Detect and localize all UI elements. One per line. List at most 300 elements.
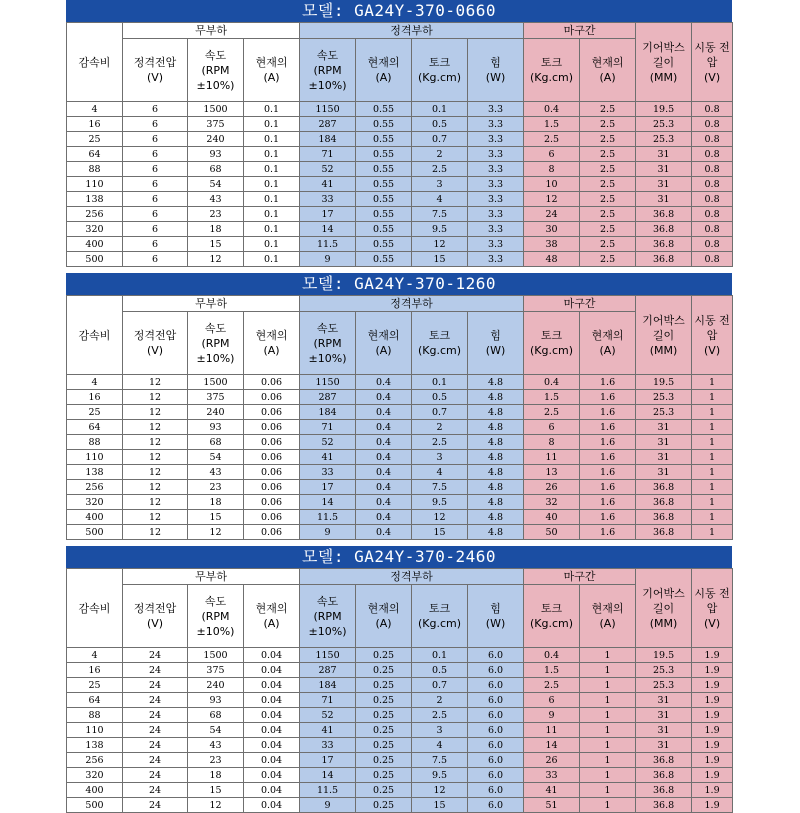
rated-torque-cell: 9.5 [412, 222, 468, 237]
header-line: 현재의 [591, 602, 624, 615]
rated-current-cell: 0.4 [356, 390, 412, 405]
header-line: (V) [146, 617, 164, 630]
stall-current-cell: 2.5 [580, 222, 636, 237]
header-line: 토크 [428, 602, 451, 615]
rated-voltage-cell: 6 [123, 252, 188, 267]
start-voltage-cell: 1.9 [692, 798, 733, 813]
rated-torque-cell: 0.1 [412, 375, 468, 390]
no-load-speed-cell: 54 [188, 177, 244, 192]
stall-current-cell: 1.6 [580, 405, 636, 420]
table-row [67, 465, 733, 480]
no-load-speed-cell: 1500 [188, 375, 244, 390]
stall-torque-cell: 33 [524, 768, 580, 783]
rated-voltage-cell: 24 [123, 783, 188, 798]
ratio-cell: 500 [67, 525, 123, 540]
no-load-current-cell: 0.04 [244, 663, 300, 678]
header-line: (A) [375, 71, 392, 84]
no-load-current-cell: 0.04 [244, 798, 300, 813]
rated-current-cell: 0.4 [356, 480, 412, 495]
stall-torque-cell: 2.5 [524, 678, 580, 693]
ratio-cell: 256 [67, 480, 123, 495]
stall-current-cell: 1 [580, 708, 636, 723]
start-voltage-cell: 1.9 [692, 678, 733, 693]
start-voltage-cell: 1 [692, 450, 733, 465]
rated-speed-cell: 1150 [300, 648, 356, 663]
start-voltage-cell: 1.9 [692, 783, 733, 798]
stall-current-cell: 1 [580, 753, 636, 768]
model-title: 모델: GA24Y-370-1260 [66, 273, 732, 295]
torque-header [412, 39, 468, 102]
rated-torque-cell: 0.5 [412, 390, 468, 405]
header-line: 길이 [652, 55, 675, 69]
header-line: (MM) [649, 616, 678, 630]
ratio-cell: 110 [67, 723, 123, 738]
header-line: 정격전압 [133, 602, 177, 615]
rated-power-cell: 6.0 [468, 768, 524, 783]
no-load-speed-cell: 54 [188, 723, 244, 738]
no-load-speed-cell: 375 [188, 117, 244, 132]
no-load-speed-cell: 68 [188, 435, 244, 450]
no-load-speed-cell: 43 [188, 192, 244, 207]
header-line: (A) [263, 344, 280, 357]
stall-current-cell: 2.5 [580, 147, 636, 162]
header-line: ±10%) [308, 351, 347, 365]
rated-load-header: 정격부하 [300, 569, 524, 585]
rated-speed-cell: 52 [300, 435, 356, 450]
current-header [356, 312, 412, 375]
rated-speed-cell: 17 [300, 753, 356, 768]
stall-torque-cell: 26 [524, 480, 580, 495]
rated-speed-cell: 52 [300, 162, 356, 177]
header-line: (RPM [313, 609, 342, 623]
header-line: 시동 전압 [694, 40, 730, 69]
stall-torque-cell: 24 [524, 207, 580, 222]
rated-voltage-cell: 6 [123, 192, 188, 207]
stall-current-cell: 1 [580, 648, 636, 663]
torque-header [412, 585, 468, 648]
rated-current-cell: 0.55 [356, 117, 412, 132]
header-line: 현재의 [591, 56, 624, 69]
ratio-cell: 25 [67, 405, 123, 420]
rated-voltage-cell: 12 [123, 375, 188, 390]
ratio-cell: 400 [67, 237, 123, 252]
rated-current-cell: 0.25 [356, 708, 412, 723]
stall-current-cell: 2.5 [580, 237, 636, 252]
start-voltage-cell: 1.9 [692, 738, 733, 753]
rated-current-cell: 0.55 [356, 237, 412, 252]
table-row [67, 708, 733, 723]
header-line: (A) [263, 617, 280, 630]
rated-speed-cell: 9 [300, 798, 356, 813]
ratio-cell: 138 [67, 465, 123, 480]
ratio-cell: 500 [67, 798, 123, 813]
rated-speed-cell: 71 [300, 147, 356, 162]
start-voltage-header [692, 569, 733, 648]
no-load-current-cell: 0.06 [244, 480, 300, 495]
rated-current-cell: 0.4 [356, 495, 412, 510]
speed-header [300, 312, 356, 375]
header-line: (RPM [201, 63, 230, 77]
table-row [67, 753, 733, 768]
no-load-current-cell: 0.04 [244, 708, 300, 723]
start-voltage-cell: 1 [692, 525, 733, 540]
no-load-speed-cell: 15 [188, 510, 244, 525]
ratio-cell: 500 [67, 252, 123, 267]
no-load-speed-cell: 15 [188, 783, 244, 798]
table-row [67, 132, 733, 147]
header-line: (RPM [201, 336, 230, 350]
current-header [580, 585, 636, 648]
header-line: ±10%) [196, 624, 235, 638]
stall-torque-cell: 11 [524, 723, 580, 738]
gearbox-length-cell: 36.8 [636, 207, 692, 222]
no-load-current-cell: 0.1 [244, 207, 300, 222]
rated-power-cell: 6.0 [468, 678, 524, 693]
gearbox-length-cell: 36.8 [636, 222, 692, 237]
header-line: (W) [485, 344, 506, 357]
rated-power-cell: 4.8 [468, 390, 524, 405]
rated-current-cell: 0.25 [356, 723, 412, 738]
no-load-speed-cell: 12 [188, 252, 244, 267]
speed-header [188, 39, 244, 102]
start-voltage-cell: 1 [692, 465, 733, 480]
stall-current-cell: 1 [580, 738, 636, 753]
ratio-cell: 16 [67, 117, 123, 132]
gearbox-length-cell: 19.5 [636, 375, 692, 390]
current-header [580, 312, 636, 375]
stall-current-cell: 1.6 [580, 450, 636, 465]
no-load-speed-cell: 23 [188, 480, 244, 495]
rated-current-cell: 0.25 [356, 693, 412, 708]
table-row [67, 450, 733, 465]
no-load-current-cell: 0.04 [244, 783, 300, 798]
header-line: 힘 [490, 329, 501, 342]
rated-power-cell: 3.3 [468, 192, 524, 207]
no-load-current-cell: 0.1 [244, 222, 300, 237]
no-load-speed-cell: 12 [188, 525, 244, 540]
no-load-current-cell: 0.06 [244, 450, 300, 465]
ratio-cell: 256 [67, 207, 123, 222]
model-title: 모델: GA24Y-370-0660 [66, 0, 732, 22]
header-line: (Kg.cm) [418, 71, 462, 84]
table-row [67, 510, 733, 525]
rated-voltage-cell: 6 [123, 132, 188, 147]
no-load-current-cell: 0.04 [244, 768, 300, 783]
no-load-speed-cell: 68 [188, 708, 244, 723]
no-load-current-cell: 0.1 [244, 177, 300, 192]
rated-torque-cell: 3 [412, 450, 468, 465]
rated-voltage-cell: 24 [123, 723, 188, 738]
ratio-cell: 320 [67, 495, 123, 510]
rated-current-cell: 0.55 [356, 222, 412, 237]
header-line: (W) [485, 71, 506, 84]
rated-power-cell: 6.0 [468, 753, 524, 768]
ratio-cell: 64 [67, 420, 123, 435]
rated-speed-cell: 17 [300, 480, 356, 495]
header-line: 힘 [490, 602, 501, 615]
rated-current-cell: 0.4 [356, 525, 412, 540]
stall-current-cell: 1.6 [580, 495, 636, 510]
ratio-cell: 320 [67, 222, 123, 237]
no-load-current-cell: 0.06 [244, 420, 300, 435]
rated-voltage-cell: 6 [123, 222, 188, 237]
rated-load-header: 정격부하 [300, 296, 524, 312]
no-load-speed-cell: 18 [188, 495, 244, 510]
rated-power-cell: 3.3 [468, 207, 524, 222]
ratio-cell: 88 [67, 162, 123, 177]
header-row [67, 569, 733, 585]
stall-current-cell: 2.5 [580, 252, 636, 267]
rated-power-cell: 3.3 [468, 222, 524, 237]
rated-torque-cell: 0.1 [412, 102, 468, 117]
rated-speed-cell: 11.5 [300, 237, 356, 252]
rated-power-cell: 3.3 [468, 252, 524, 267]
rated-voltage-cell: 12 [123, 435, 188, 450]
rated-current-cell: 0.4 [356, 465, 412, 480]
no-load-header: 무부하 [123, 296, 300, 312]
table-row [67, 390, 733, 405]
header-line: (V) [704, 616, 721, 630]
ratio-cell: 110 [67, 450, 123, 465]
rated-speed-cell: 14 [300, 768, 356, 783]
rated-speed-cell: 41 [300, 177, 356, 192]
no-load-speed-cell: 240 [188, 405, 244, 420]
table-row [67, 117, 733, 132]
no-load-speed-cell: 23 [188, 753, 244, 768]
rated-torque-cell: 3 [412, 177, 468, 192]
start-voltage-cell: 1 [692, 495, 733, 510]
gearbox-length-cell: 25.3 [636, 390, 692, 405]
rated-voltage-cell: 12 [123, 420, 188, 435]
rated-voltage-cell: 6 [123, 117, 188, 132]
gearbox-length-cell: 31 [636, 177, 692, 192]
header-line: (Kg.cm) [418, 617, 462, 630]
start-voltage-cell: 0.8 [692, 237, 733, 252]
ratio-cell: 110 [67, 177, 123, 192]
header-line: ±10%) [308, 78, 347, 92]
rated-power-cell: 4.8 [468, 435, 524, 450]
table-row [67, 495, 733, 510]
current-header [244, 39, 300, 102]
no-load-speed-cell: 43 [188, 738, 244, 753]
header-line: 시동 전압 [694, 586, 730, 615]
rated-power-cell: 3.3 [468, 147, 524, 162]
header-line: 속도 [316, 321, 339, 335]
rated-speed-cell: 287 [300, 117, 356, 132]
speed-header [188, 585, 244, 648]
rated-power-cell: 4.8 [468, 420, 524, 435]
start-voltage-cell: 1.9 [692, 723, 733, 738]
rated-torque-cell: 4 [412, 192, 468, 207]
rated-voltage-cell: 24 [123, 738, 188, 753]
gearbox-length-header [636, 569, 692, 648]
no-load-speed-cell: 375 [188, 663, 244, 678]
start-voltage-header [692, 23, 733, 102]
start-voltage-cell: 0.8 [692, 222, 733, 237]
no-load-current-cell: 0.1 [244, 237, 300, 252]
no-load-current-cell: 0.06 [244, 465, 300, 480]
table-row [67, 147, 733, 162]
current-header [356, 585, 412, 648]
rated-torque-cell: 2.5 [412, 708, 468, 723]
stall-header: 마구간 [524, 569, 636, 585]
rated-torque-cell: 15 [412, 252, 468, 267]
rated-torque-cell: 2 [412, 420, 468, 435]
rated-speed-cell: 1150 [300, 102, 356, 117]
table-row [67, 237, 733, 252]
ratio-cell: 64 [67, 147, 123, 162]
gearbox-length-cell: 36.8 [636, 525, 692, 540]
header-line: 현재의 [255, 602, 288, 615]
start-voltage-cell: 1 [692, 375, 733, 390]
rated-torque-cell: 0.5 [412, 663, 468, 678]
header-line: (V) [704, 343, 721, 357]
header-line: (A) [375, 344, 392, 357]
table-row [67, 678, 733, 693]
header-line: 기어박스 [642, 586, 685, 600]
model-section [66, 546, 732, 813]
speed-header [300, 585, 356, 648]
no-load-current-cell: 0.06 [244, 435, 300, 450]
no-load-current-cell: 0.04 [244, 738, 300, 753]
no-load-speed-cell: 240 [188, 132, 244, 147]
ratio-cell: 25 [67, 132, 123, 147]
rated-voltage-cell: 6 [123, 237, 188, 252]
no-load-current-cell: 0.06 [244, 390, 300, 405]
no-load-speed-cell: 18 [188, 222, 244, 237]
rated-speed-cell: 1150 [300, 375, 356, 390]
rated-torque-cell: 9.5 [412, 768, 468, 783]
rated-power-cell: 3.3 [468, 132, 524, 147]
start-voltage-cell: 0.8 [692, 192, 733, 207]
stall-torque-cell: 6 [524, 147, 580, 162]
rated-torque-cell: 7.5 [412, 480, 468, 495]
header-line: 현재의 [367, 56, 400, 69]
stall-current-cell: 2.5 [580, 207, 636, 222]
header-line: (Kg.cm) [530, 344, 574, 357]
rated-current-cell: 0.25 [356, 798, 412, 813]
rated-current-cell: 0.25 [356, 663, 412, 678]
start-voltage-cell: 0.8 [692, 162, 733, 177]
ratio-cell: 16 [67, 663, 123, 678]
stall-torque-cell: 2.5 [524, 132, 580, 147]
rated-torque-cell: 0.7 [412, 132, 468, 147]
no-load-speed-cell: 1500 [188, 648, 244, 663]
start-voltage-cell: 1.9 [692, 768, 733, 783]
gearbox-length-cell: 31 [636, 192, 692, 207]
start-voltage-cell: 0.8 [692, 207, 733, 222]
stall-torque-cell: 51 [524, 798, 580, 813]
header-line: (A) [599, 617, 616, 630]
header-line: (W) [485, 617, 506, 630]
ratio-cell: 256 [67, 753, 123, 768]
no-load-current-cell: 0.06 [244, 525, 300, 540]
header-line: 토크 [540, 602, 563, 615]
header-line: (Kg.cm) [418, 344, 462, 357]
rated-power-cell: 4.8 [468, 525, 524, 540]
header-line: (A) [375, 617, 392, 630]
stall-torque-cell: 26 [524, 753, 580, 768]
stall-current-cell: 2.5 [580, 117, 636, 132]
rated-current-cell: 0.55 [356, 102, 412, 117]
rated-torque-cell: 2 [412, 147, 468, 162]
no-load-speed-cell: 240 [188, 678, 244, 693]
table-row [67, 693, 733, 708]
rated-torque-cell: 2.5 [412, 162, 468, 177]
ratio-header: 감속비 [67, 296, 123, 375]
rated-current-cell: 0.25 [356, 678, 412, 693]
stall-torque-cell: 11 [524, 450, 580, 465]
stall-current-cell: 2.5 [580, 132, 636, 147]
rated-voltage-cell: 6 [123, 102, 188, 117]
stall-torque-cell: 12 [524, 192, 580, 207]
no-load-speed-cell: 375 [188, 390, 244, 405]
current-header [356, 39, 412, 102]
no-load-current-cell: 0.1 [244, 192, 300, 207]
stall-torque-cell: 0.4 [524, 102, 580, 117]
gearbox-length-cell: 31 [636, 420, 692, 435]
rated-torque-cell: 0.5 [412, 117, 468, 132]
rated-current-cell: 0.4 [356, 450, 412, 465]
rated-power-cell: 6.0 [468, 783, 524, 798]
rated-torque-cell: 12 [412, 510, 468, 525]
stall-torque-cell: 50 [524, 525, 580, 540]
current-header [244, 585, 300, 648]
rated-power-cell: 4.8 [468, 405, 524, 420]
rated-torque-cell: 15 [412, 798, 468, 813]
no-load-current-cell: 0.04 [244, 723, 300, 738]
header-line: 토크 [540, 329, 563, 342]
stall-torque-cell: 1.5 [524, 117, 580, 132]
ratio-cell: 25 [67, 678, 123, 693]
rated-torque-cell: 15 [412, 525, 468, 540]
rated-current-cell: 0.55 [356, 132, 412, 147]
stall-torque-cell: 8 [524, 162, 580, 177]
start-voltage-cell: 1.9 [692, 663, 733, 678]
spec-table [66, 568, 733, 813]
ratio-cell: 88 [67, 708, 123, 723]
table-row [67, 435, 733, 450]
speed-header [188, 312, 244, 375]
stall-current-cell: 1 [580, 768, 636, 783]
no-load-current-cell: 0.04 [244, 753, 300, 768]
ratio-cell: 4 [67, 648, 123, 663]
start-voltage-cell: 1 [692, 480, 733, 495]
rated-voltage-cell: 24 [123, 753, 188, 768]
no-load-header: 무부하 [123, 569, 300, 585]
rated-speed-cell: 184 [300, 132, 356, 147]
ratio-cell: 320 [67, 768, 123, 783]
rated-load-header: 정격부하 [300, 23, 524, 39]
no-load-speed-cell: 23 [188, 207, 244, 222]
ratio-cell: 138 [67, 738, 123, 753]
ratio-cell: 4 [67, 102, 123, 117]
no-load-current-cell: 0.1 [244, 147, 300, 162]
table-row [67, 783, 733, 798]
no-load-speed-cell: 1500 [188, 102, 244, 117]
rated-voltage-cell: 24 [123, 663, 188, 678]
rated-power-cell: 4.8 [468, 375, 524, 390]
stall-torque-cell: 30 [524, 222, 580, 237]
rated-speed-cell: 11.5 [300, 510, 356, 525]
gearbox-length-cell: 36.8 [636, 798, 692, 813]
rated-speed-cell: 14 [300, 222, 356, 237]
start-voltage-cell: 1.9 [692, 753, 733, 768]
rated-current-cell: 0.55 [356, 162, 412, 177]
stall-torque-cell: 14 [524, 738, 580, 753]
current-header [244, 312, 300, 375]
table-row [67, 177, 733, 192]
